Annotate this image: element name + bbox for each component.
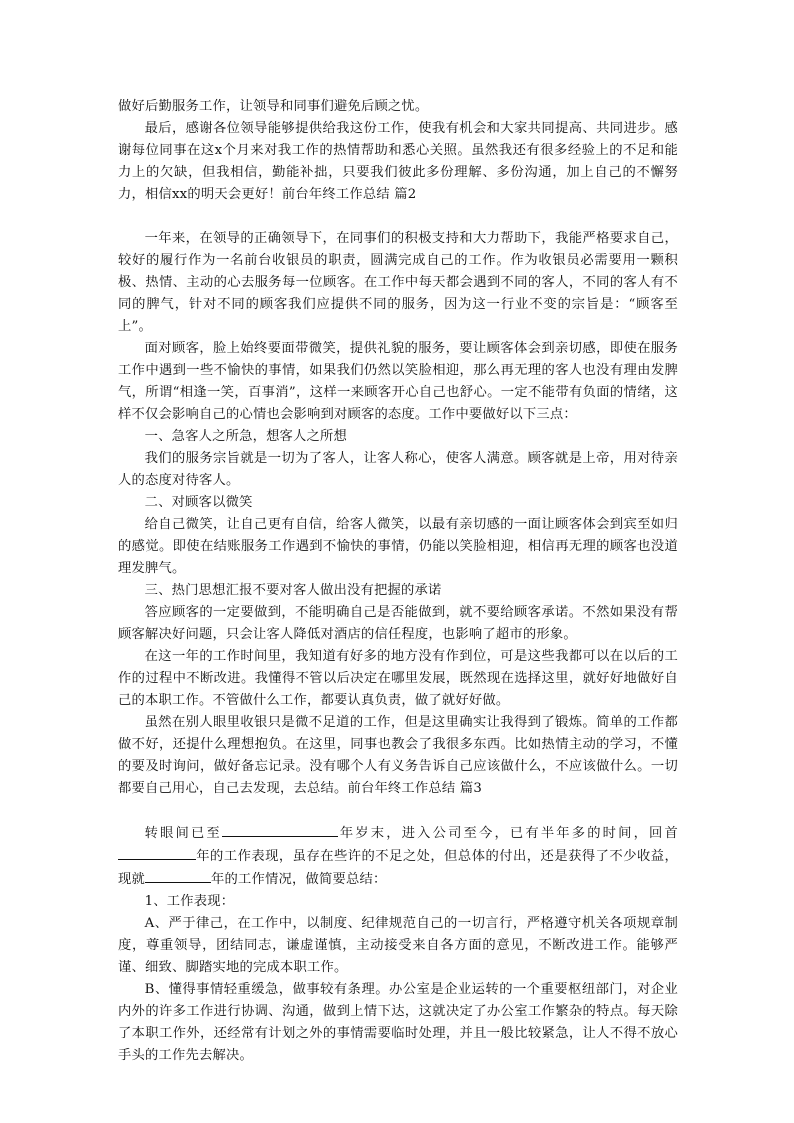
paragraph-group-1 xyxy=(118,96,678,822)
paragraph: 1、工作表现： xyxy=(144,894,235,909)
blank-text-4: 年的工作情况，做简要总结： xyxy=(211,872,387,887)
paragraph: 一、急客人之所急，想客人之所想 xyxy=(144,429,348,444)
paragraph-group-2 xyxy=(118,891,678,1067)
paragraph: 一年来，在领导的正确领导下，在同事们的积极支持和大力帮助下，我能严格要求自己，较好的履行作为一名前台收银员的职责，圆满完成自己的工作。作为收银员必需要用一颗积极、热情、主动的心去服务每一位顾客。在工作中每天都会遇到不同的客人，不同的客人有不同的脾气，针对不同的顾客我们应提供不同的服务，因为这一行业不变的宗旨是：“顾客至上”。 xyxy=(118,231,678,334)
blank-text-2: 年岁末，进入公司至今，已有半年多的时间，回首 xyxy=(337,826,678,841)
paragraph: 在这一年的工作时间里，我知道有好多的地方没有作到位，可是这些我都可以在以后的工作的过程中不断改进。我懂得不管以后决定在哪里发展，既然现在选择这里，就好好地做好自己的本职工作。不管做什么工作，都要认真负责，做了就好好做。 xyxy=(118,649,678,708)
paragraph: 虽然在别人眼里收银只是微不足道的工作，但是这里确实让我得到了锻炼。简单的工作都做不好，还提什么理想抱负。在这里，同事也教会了我很多东西。比如热情主动的学习，不懂的要及时询问，做好备忘记录。没有哪个人有义务告诉自己应该做什么，不应该做什么。一切都要自己用心，自己去发现，去总结。前台年终工作总结 篇3 xyxy=(118,715,678,796)
blank-text-1: 转眼间已至 xyxy=(144,826,222,841)
paragraph: 面对顾客，脸上始终要面带微笑，提供礼貌的服务，要让顾客体会到亲切感，即使在服务工作中遇到一些不愉快的事情，如果我们仍然以笑脸相迎，那么再无理的客人也没有理由发脾气，所谓“相逢一笑，百事消”，这样一来顾客开心自己也舒心。一定不能带有负面的情绪，这样不仅会影响自己的心情也会影响到对顾客的态度。工作中要做好以下三点： xyxy=(118,341,678,422)
paragraph: A、严于律己，在工作中，以制度、纪律规范自己的一切言行，严格遵守机关各项规章制度，尊重领导，团结同志，谦虚谨慎，主动接受来自各方面的意见，不断改进工作。能够严谨、细致、脚踏实地的完成本职工作。 xyxy=(118,916,678,975)
paragraph: B、懂得事情轻重缓急，做事较有条理。办公室是企业运转的一个重要枢纽部门，对企业内外的许多工作进行协调、沟通，做到上情下达，这就决定了办公室工作繁杂的特点。每天除了本职工作外，还经常有计划之外的事情需要临时处理，并且一般比较紧急，让人不得不放心手头的工作先去解决。 xyxy=(118,982,678,1063)
fill-in-paragraph xyxy=(118,822,678,891)
paragraph: 最后，感谢各位领导能够提供给我这份工作，使我有机会和大家共同提高、共同进步。感谢每位同事在这x个月来对我工作的热情帮助和悉心关照。虽然我还有很多经验上的不足和能力上的欠缺，但我相信，勤能补拙，只要我们彼此多份理解、多份沟通，加上自己的不懈努力，相信xx的明天会更好！前台年终工作总结 篇2 xyxy=(118,121,678,202)
paragraph: 答应顾客的一定要做到，不能明确自己是否能做到，就不要给顾客承诺。不然如果没有帮顾客解决好问题，只会让客人降低对酒店的信任程度，也影响了超市的形象。 xyxy=(118,605,678,642)
paragraph: 给自己微笑，让自己更有自信，给客人微笑，以最有亲切感的一面让顾客体会到宾至如归的感觉。即使在结账服务工作遇到不愉快的事情，仍能以笑脸相迎，相信再无理的顾客也没道理发脾气。 xyxy=(118,517,678,576)
fill-blank-1 xyxy=(222,822,338,837)
fill-blank-2 xyxy=(118,845,196,860)
paragraph: 做好后勤服务工作，让领导和同事们避免后顾之忧。 xyxy=(118,99,429,114)
blank-text-3: 年的工作表现，虽存在些许的不足之处，但总体的付出，还是获得了不少收益，现就 xyxy=(118,849,678,887)
document-body xyxy=(118,96,678,1067)
fill-blank-3 xyxy=(145,868,211,883)
paragraph-gap xyxy=(118,800,678,822)
paragraph-gap xyxy=(118,206,678,228)
paragraph: 我们的服务宗旨就是一切为了客人，让客人称心，使客人满意。顾客就是上帝，用对待亲人的态度对待客人。 xyxy=(118,451,678,488)
paragraph: 三、热门思想汇报不要对客人做出没有把握的承诺 xyxy=(144,583,442,598)
paragraph: 二、对顾客以微笑 xyxy=(144,495,253,510)
